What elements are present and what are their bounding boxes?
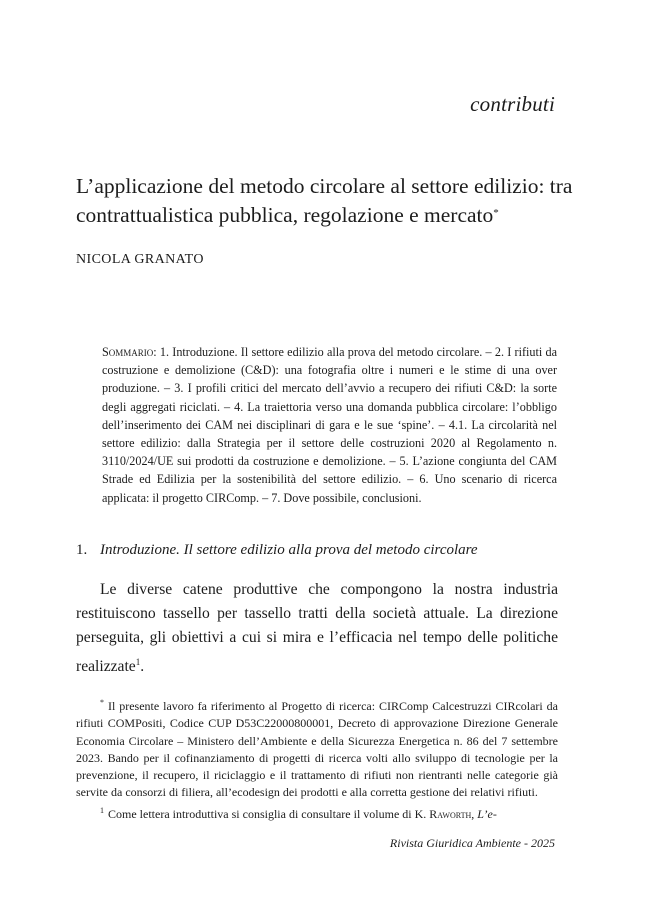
section-number: 1.	[76, 542, 88, 558]
author-name: NICOLA GRANATO	[76, 252, 204, 267]
title-footnote-mark: *	[493, 207, 499, 219]
body-paragraph	[76, 578, 558, 679]
section-heading	[76, 542, 478, 559]
summary-text: 1. Introduzione. Il settore edilizio alla prova del metodo circolare. – 2. I rifiuti da costruzione e demolizione (C&D): una fotografia oltre i numeri e le stime di una over produzione. – 3. I profili critici del mercato dell’avvio a recupero dei rifiuti C&D: la sorte degli aggregati riciclati. – 4. La traiettoria verso una domanda pubblica circolare: l’obbligo dell’inserimento dei CAM nei disciplinari di gara e le sue ‘spine’. – 4.1. La circolarità nel settore edilizio: dalla Strategia per il settore delle costruzioni 2020 al Regolamento n. 3110/2024/UE sui prodotti da costruzione e demolizione. – 5. L’azione congiunta del CAM Strade ed Edilizia per la sostenibilità del settore edilizio. – 6. Uno scenario di ricerca applicata: il progetto CIRComp. – 7. Dove possibile, conclusioni.	[102, 345, 557, 505]
cited-author: Raworth	[429, 806, 472, 821]
footnote-text-end: ,	[471, 806, 478, 821]
article-title	[76, 172, 576, 230]
footnote-star	[76, 694, 558, 802]
section-label: contributi	[470, 92, 555, 116]
article-title-text: L’applicazione del metodo circolare al settore edilizio: tra contrattualistica pubblica, regolazione e mercato	[76, 174, 573, 227]
paragraph-end: .	[140, 658, 145, 676]
footnote-1	[76, 802, 558, 823]
running-footer: Rivista Giuridica Ambiente - 2025	[389, 836, 555, 850]
summary-block	[102, 343, 557, 507]
cited-title: L’e-	[477, 806, 497, 821]
footnotes	[76, 694, 558, 823]
summary-label: Sommario:	[102, 345, 157, 359]
footnote-text: Il presente lavoro fa riferimento al Progetto di ricerca: CIRComp Calcestruzzi CIRcolari da rifiuti COMPositi, Codice CUP D53C22000800001, Decreto di approvazione Direzione Generale Economia Circolare – Ministero dell’Ambiente e della Sicurezza Energetica n. 86 del 7 settembre 2023. Bando per il cofinanziamento di progetti di ricerca volti allo sviluppo di tecnologie per la prevenzione, il recupero, il riciclaggio e il trattamento di rifiuti non rientranti nelle categorie già servite da consorzi di filiera, all’ecodesign dei prodotti e alla corretta gestione dei relativi rifiuti.	[76, 699, 558, 800]
footnote-mark: *	[100, 698, 104, 707]
footnote-text: Come lettera introduttiva si consiglia di consultare il volume di K.	[108, 806, 430, 821]
footnote-ref-1: 1	[135, 657, 141, 667]
paragraph-text: Le diverse catene produttive che compongono la nostra industria restituiscono tassello per tassello tratti della società attuale. La direzione perseguita, gli obiettivi a cui si mira e l’efficacia nel tempo delle politiche realizzate	[76, 581, 558, 676]
section-heading-text: Introduzione. Il settore edilizio alla prova del metodo circolare	[100, 542, 478, 558]
footnote-mark: 1	[100, 805, 104, 815]
